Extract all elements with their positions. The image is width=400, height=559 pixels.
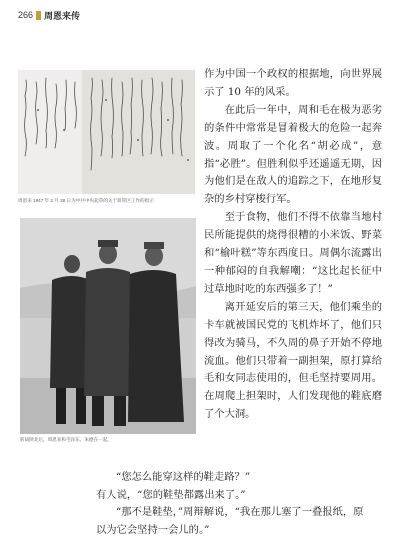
- group-photo: [20, 218, 196, 434]
- paragraph-2: 在此后一年中，周和毛在极为恶劣的条件中常常是冒着极大的危险一起奔波。周取了一个化名“胡必成”，意指“必胜”。但胜利似乎还遥遥无期，因为他们是在敌人的追踪之下，在地形复杂的乡村穿梭行军。: [204, 103, 382, 206]
- dialogue-block: [96, 469, 382, 539]
- paragraph-1: 作为中国一个政权的根据地，向世界展示了 10 年的风采。: [204, 68, 382, 98]
- paragraph-3: 至于食物，他们不得不依靠当地村民所能提供的烧得很糟的小米饭、野菜和“榆叶糕”等东西度日。周偶尔流露出一种郁闷的自我解嘲：“这比起长征中过草地时吃的东西强多了！”: [204, 211, 382, 295]
- header-marker: [36, 11, 41, 20]
- group-photo-caption: 转战陕北后，周恩来和毛泽东、朱德在一起。: [20, 437, 112, 442]
- dialogue-line-1: “您怎么能穿这样的鞋走路？”: [116, 471, 251, 483]
- dialogue-line-2: 有人说，“您的鞋垫都露出来了。”: [96, 488, 246, 501]
- dialogue-line-3: “那不是鞋垫，”周辩解说，“我在那儿塞了一叠报纸，原: [116, 506, 364, 518]
- dialogue-line-4: 以为它会坚持一会儿的。”: [96, 523, 210, 536]
- running-header: [18, 8, 80, 22]
- paragraph-4: 离开延安后的第三天，他们乘坐的卡车就被国民党的飞机炸坏了，他们只得改为骑马，不久周的鼻子开始不停地流血。他们只带着一副担架，原打算给毛和女同志使用的，但毛坚持要周用。在周爬上担架时，人们发现他的鞋底磨了个大洞。: [204, 300, 382, 421]
- manuscript-caption: 周恩来 1947 年 2 月 28 日为中共中央起草的关于蒋管区工作的指示: [18, 198, 154, 203]
- manuscript-photo: [18, 70, 195, 194]
- page-number: 266: [18, 10, 34, 20]
- book-title: 周恩来传: [44, 10, 81, 21]
- text-column: [204, 66, 382, 424]
